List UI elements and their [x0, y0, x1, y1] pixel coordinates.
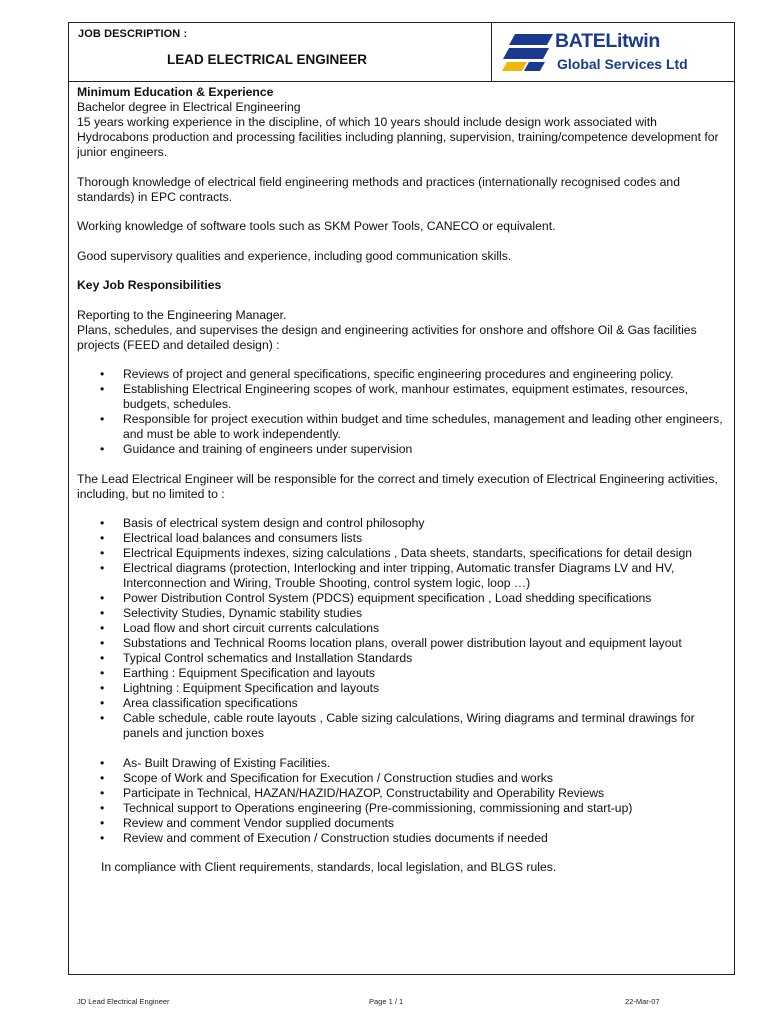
list-item: • Lightning : Equipment Specification and layouts [77, 681, 727, 696]
list-item: • Electrical load balances and consumers lists [77, 531, 727, 546]
list-item: • Guidance and training of engineers under supervision [77, 442, 727, 457]
responsibilities-plans: Plans, schedules, and supervises the design and engineering activities for onshore and offshore Oil & Gas facilities projects (FEED and detailed design) : [77, 322, 697, 352]
list-item: • Reviews of project and general specifications, specific engineering procedures and engineering policy. [77, 367, 727, 382]
list-item: • Basis of electrical system design and control philosophy [77, 516, 727, 531]
document-header [69, 23, 734, 82]
compliance-statement: In compliance with Client requirements, standards, local legislation, and BLGS rules. [101, 860, 557, 874]
document-frame [68, 22, 735, 975]
responsibility-list [77, 367, 727, 457]
education-experience: 15 years working experience in the discipline, of which 10 years should include design work associated with Hydrocabons production and processing facilities including planning, supervision, training/competence development for junior engineers. [77, 115, 719, 159]
company-name: BATELitwin [555, 30, 660, 52]
education-knowledge: Thorough knowledge of electrical field engineering methods and practices (internationally recognised codes and standards) in EPC contracts. [77, 174, 680, 204]
education-software: Working knowledge of software tools such as SKM Power Tools, CANECO or equivalent. [77, 219, 556, 233]
list-item: • As- Built Drawing of Existing Facilities. [77, 756, 727, 771]
list-item: • Electrical Equipments indexes, sizing calculations , Data sheets, standarts, specifications for detail design [77, 546, 727, 561]
list-item: • Responsible for project execution within budget and time schedules, management and leading other engineers, and must be able to work independently. [77, 412, 727, 442]
activity-list-2 [77, 756, 727, 846]
list-item: • Load flow and short circuit currents calculations [77, 621, 727, 636]
list-item: • Substations and Technical Rooms location plans, overall power distribution layout and equipment layout [77, 636, 727, 651]
list-item: • Electrical diagrams (protection, Interlocking and inter tripping, Automatic transfer Diagrams LV and HV, Interconnection and Wiring, Trouble Shooting, control system logic, loop …) [77, 561, 727, 591]
list-item: • Participate in Technical, HAZAN/HAZID/HAZOP, Constructability and Operability Reviews [77, 786, 727, 801]
education-degree: Bachelor degree in Electrical Engineering [77, 100, 301, 114]
list-item: • Establishing Electrical Engineering scopes of work, manhour estimates, equipment estimates, resources, budgets, schedules. [77, 382, 727, 412]
list-item: • Review and comment Vendor supplied documents [77, 816, 727, 831]
list-item: • Scope of Work and Specification for Execution / Construction studies and works [77, 771, 727, 786]
list-item: • Earthing : Equipment Specification and layouts [77, 666, 727, 681]
activities-intro: The Lead Electrical Engineer will be responsible for the correct and timely execution of Electrical Engineering activities, including, but no limited to : [77, 471, 718, 501]
responsibilities-reporting: Reporting to the Engineering Manager. [77, 307, 287, 322]
header-title-cell [69, 23, 492, 81]
list-item: • Review and comment of Execution / Construction studies documents if needed [77, 831, 727, 846]
company-logo [495, 26, 731, 78]
footer-doc-name: JD Lead Electrical Engineer [77, 997, 170, 1006]
education-supervisory: Good supervisory qualities and experience, including good communication skills. [77, 248, 512, 263]
list-item: • Power Distribution Control System (PDCS) equipment specification , Load shedding specifications [77, 591, 727, 606]
job-title: LEAD ELECTRICAL ENGINEER [167, 52, 368, 67]
company-subtitle: Global Services Ltd [557, 56, 688, 72]
list-item: • Technical support to Operations engineering (Pre-commissioning, commissioning and start-up) [77, 801, 727, 816]
list-item: • Area classification specifications [77, 696, 727, 711]
logo-mark-icon [501, 32, 553, 72]
education-heading: Minimum Education & Experience [77, 85, 274, 99]
list-item: • Typical Control schematics and Installation Standards [77, 651, 727, 666]
activity-list [77, 516, 727, 741]
list-item: • Cable schedule, cable route layouts , Cable sizing calculations, Wiring diagrams and terminal drawings for panels and junction boxes [77, 711, 727, 741]
list-item: • Selectivity Studies, Dynamic stability studies [77, 606, 727, 621]
job-description-label: JOB DESCRIPTION : [78, 28, 188, 40]
footer-date: 22-Mar-07 [625, 997, 660, 1006]
document-body [77, 85, 727, 875]
footer-page-number: Page 1 / 1 [369, 997, 404, 1006]
responsibilities-heading: Key Job Responsibilities [77, 278, 222, 292]
